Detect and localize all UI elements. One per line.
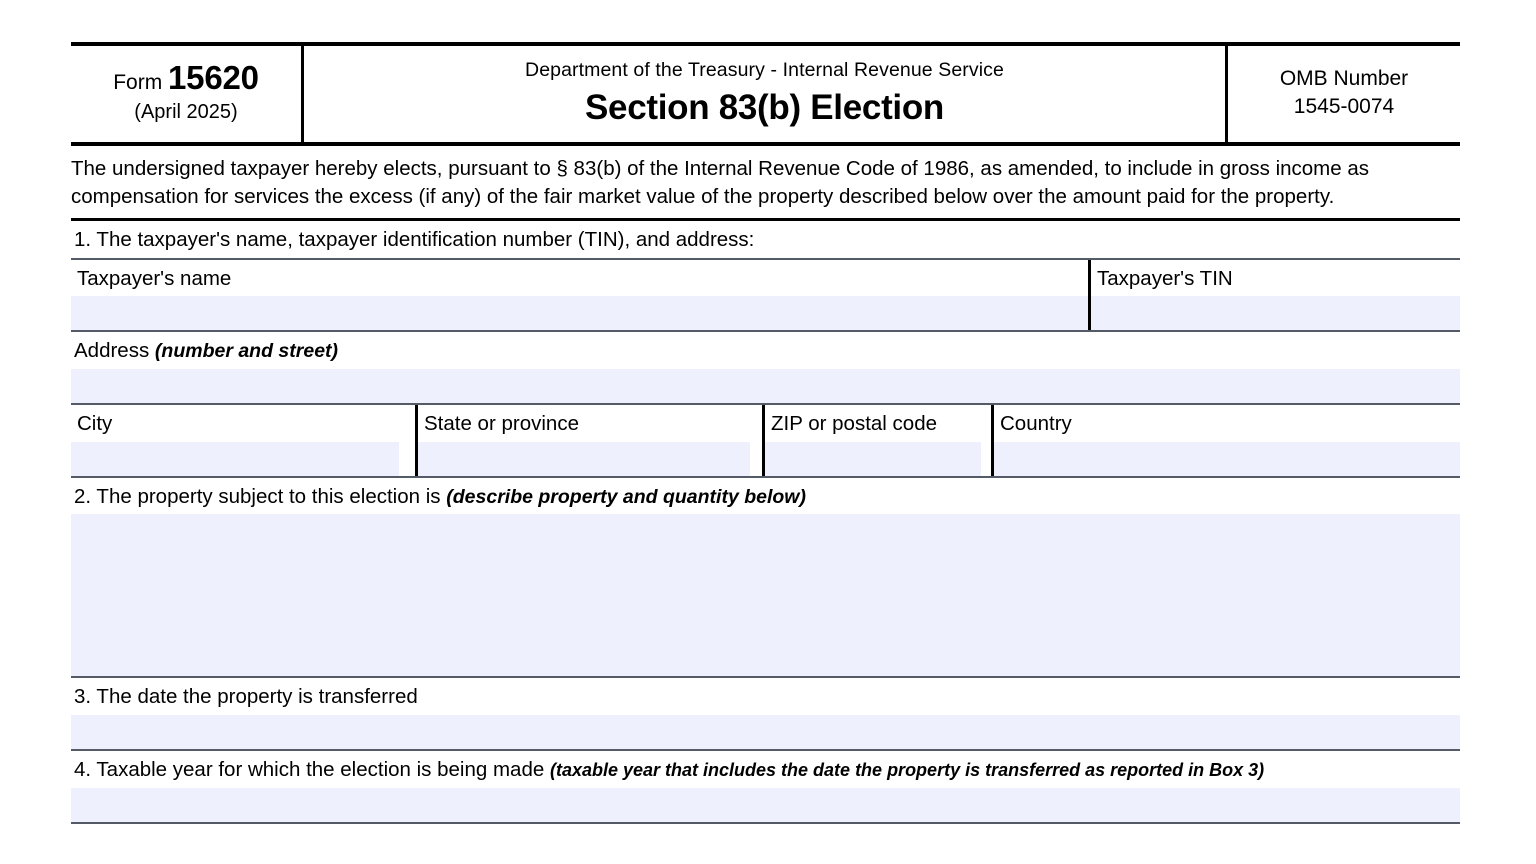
country-label: Country <box>1000 412 1072 436</box>
item1-instruction: 1. The taxpayer's name, taxpayer identification number (TIN), and address: <box>74 228 755 252</box>
item4-instruction <box>71 751 1460 788</box>
zip-label: ZIP or postal code <box>771 412 937 436</box>
address-label <box>71 332 1460 369</box>
item4-instruction-text: 4. Taxable year for which the election is being made <box>74 757 545 781</box>
city-input[interactable] <box>71 442 399 476</box>
form-label: Form <box>113 70 163 94</box>
state-cell <box>415 405 762 476</box>
taxpayer-tin-cell <box>1088 260 1460 331</box>
item2-instruction-text: 2. The property subject to this election is <box>74 484 441 508</box>
item3-instruction: 3. The date the property is transferred <box>74 685 418 709</box>
form-15620 <box>71 42 1460 824</box>
item1-instruction-row <box>71 221 1460 260</box>
city-state-zip-country-row <box>71 405 1460 478</box>
item3-transfer-date-input[interactable] <box>71 715 1460 749</box>
zip-input[interactable] <box>765 442 981 476</box>
address-input[interactable] <box>71 369 1460 403</box>
item4-taxable-year-input[interactable] <box>71 788 1460 822</box>
item2-hint: (describe property and quantity below) <box>446 485 806 508</box>
form-header <box>71 42 1460 146</box>
form-number-line <box>113 58 259 96</box>
taxpayer-name-input[interactable] <box>71 296 1088 330</box>
address-label-text: Address <box>74 339 150 363</box>
item2-instruction <box>71 478 1460 515</box>
item3-row <box>71 678 1460 751</box>
state-input[interactable] <box>418 442 750 476</box>
item2-row <box>71 478 1460 679</box>
taxpayer-tin-label: Taxpayer's TIN <box>1097 266 1233 290</box>
omb-block <box>1228 46 1460 142</box>
form-number-block <box>71 46 304 142</box>
agency-name: Department of the Treasury - Internal Revenue Service <box>525 58 1004 81</box>
form-revision-date: (April 2025) <box>134 100 238 123</box>
state-label: State or province <box>424 412 579 436</box>
form-number: 15620 <box>168 58 259 96</box>
omb-number: 1545-0074 <box>1293 95 1395 118</box>
item2-property-description-input[interactable] <box>71 514 1460 676</box>
form-title-block <box>304 46 1228 142</box>
address-hint: (number and street) <box>154 340 339 363</box>
intro-paragraph: The undersigned taxpayer hereby elects, pursuant to § 83(b) of the Internal Revenue Code of 1986, as amended, to include in gross income as compensation for services the excess (if any) of the fair market value of the property described below over the amount paid for the property. <box>71 146 1460 221</box>
zip-cell <box>762 405 991 476</box>
item4-hint: (taxable year that includes the date the property is transferred as reported in Box 3) <box>549 759 1265 780</box>
omb-label: OMB Number <box>1279 67 1409 91</box>
taxpayer-name-tin-row <box>71 260 1460 333</box>
page-title: Section 83(b) Election <box>584 87 945 127</box>
city-label: City <box>77 412 113 436</box>
item4-row <box>71 751 1460 824</box>
taxpayer-name-cell <box>71 260 1088 331</box>
country-cell <box>991 405 1460 476</box>
taxpayer-tin-input[interactable] <box>1091 296 1460 330</box>
country-input[interactable] <box>994 442 1460 476</box>
city-cell <box>71 405 415 476</box>
address-row <box>71 332 1460 405</box>
taxpayer-name-label: Taxpayer's name <box>77 266 232 290</box>
